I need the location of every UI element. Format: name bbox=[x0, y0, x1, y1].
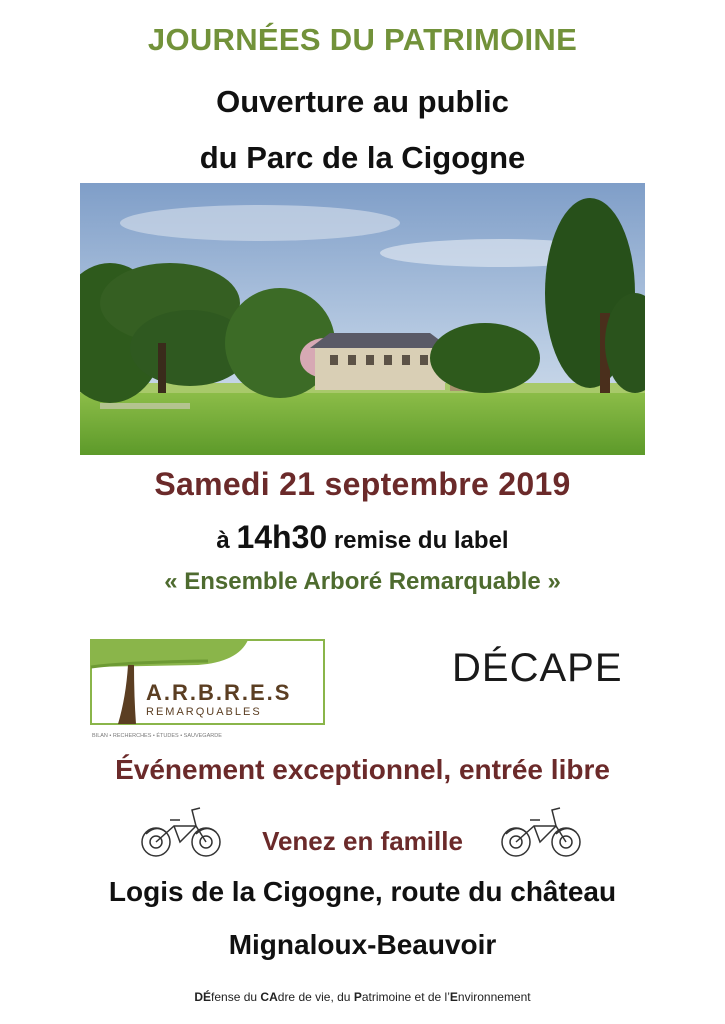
address-line-2: Mignaloux-Beauvoir bbox=[228, 929, 497, 960]
arbres-subtitle: REMARQUABLES bbox=[146, 706, 262, 718]
footer-text-1: fense du bbox=[211, 990, 261, 1004]
footer-text-3: atrimoine et de l’ bbox=[361, 990, 450, 1004]
footer-text-2: dre de vie, du bbox=[277, 990, 354, 1004]
event-note: Événement exceptionnel, entrée libre bbox=[115, 754, 610, 785]
event-heading: JOURNÉES DU PATRIMOINE bbox=[147, 22, 578, 57]
arbres-logo bbox=[88, 637, 328, 741]
footer-bold-2: CA bbox=[260, 990, 278, 1004]
time-prefix: à bbox=[216, 527, 230, 554]
address-line-1: Logis de la Cigogne, route du château bbox=[108, 876, 617, 907]
title-line-1: Ouverture au public bbox=[216, 84, 509, 119]
park-photo bbox=[80, 183, 645, 455]
bicycle-icon bbox=[500, 800, 582, 860]
footer-organization bbox=[0, 990, 725, 1004]
arbres-title: A.R.B.R.E.S bbox=[146, 680, 292, 705]
footer-bold-3: P bbox=[353, 990, 362, 1004]
footer-bold-1: DÉ bbox=[194, 990, 212, 1004]
time-suffix: remise du label bbox=[333, 527, 509, 554]
event-date: Samedi 21 septembre 2019 bbox=[154, 466, 571, 502]
footer-bold-4: E bbox=[449, 990, 458, 1004]
family-note: Venez en famille bbox=[262, 826, 463, 856]
event-time-line bbox=[0, 519, 725, 556]
label-name: « Ensemble Arboré Remarquable » bbox=[164, 568, 561, 595]
footer-text-4: nvironnement bbox=[457, 990, 531, 1004]
arbres-tagline: BILAN • RECHERCHES • ÉTUDES • SAUVEGARDE bbox=[92, 733, 222, 739]
event-time: 14h30 bbox=[236, 519, 328, 555]
decape-logo: DÉCAPE bbox=[452, 646, 623, 690]
title-line-2: du Parc de la Cigogne bbox=[199, 140, 526, 175]
